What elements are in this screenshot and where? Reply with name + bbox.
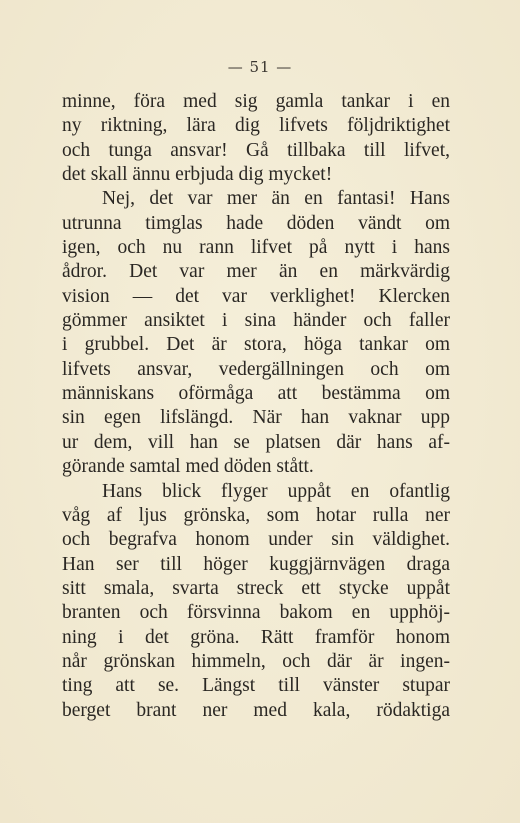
text-line: människans oförmåga att bestämma om [62,383,450,405]
text-line: det skall ännu erbjuda dig mycket! [62,164,333,186]
text-line: branten och försvinna bakom en upphöj- [62,602,450,624]
text-line: Nej, det var mer än en fantasi! Hans [102,188,450,210]
text-line: igen, och nu rann lifvet på nytt i hans [62,237,450,259]
text-line: gömmer ansiktet i sina händer och faller [62,310,450,332]
text-line: görande samtal med döden stått. [62,456,314,478]
text-line: lifvets ansvar, vedergällningen och om [62,358,450,380]
text-line: sitt smala, svarta streck ett stycke uppåt [62,577,450,599]
text-line: ting att se. Längst till vänster stupar [62,675,450,697]
text-line: Han ser till höger kuggjärnvägen draga [62,553,450,575]
text-line: och tunga ansvar! Gå tillbaka till lifvet, [62,139,450,161]
text-line: i grubbel. Det är stora, höga tankar om [62,334,450,356]
text-line: Hans blick flyger uppåt en ofantlig [102,480,450,502]
body-text [62,90,450,723]
text-line: berget brant ner med kala, rödaktiga [62,699,450,721]
text-line: våg af ljus grönska, som hotar rulla ner [62,504,450,526]
text-line: ny riktning, lära dig lifvets följdriktighet [62,115,450,137]
text-line: ådror. Det var mer än en märkvärdig [62,261,450,283]
text-line: ning i det gröna. Rätt framför honom [62,626,450,648]
page-number: — 51 — [227,58,293,76]
text-line: utrunna timglas hade döden vändt om [62,212,450,234]
text-line: och begrafva honom under sin väldighet. [62,529,450,551]
text-line: ur dem, vill han se platsen där hans af- [62,431,450,453]
text-line: vision — det var verklighet! Klercken [62,285,450,307]
text-line: når grönskan himmeln, och där är ingen- [62,650,450,672]
text-line: minne, föra med sig gamla tankar i en [62,91,450,112]
text-line: sin egen lifslängd. När han vaknar upp [62,407,450,429]
